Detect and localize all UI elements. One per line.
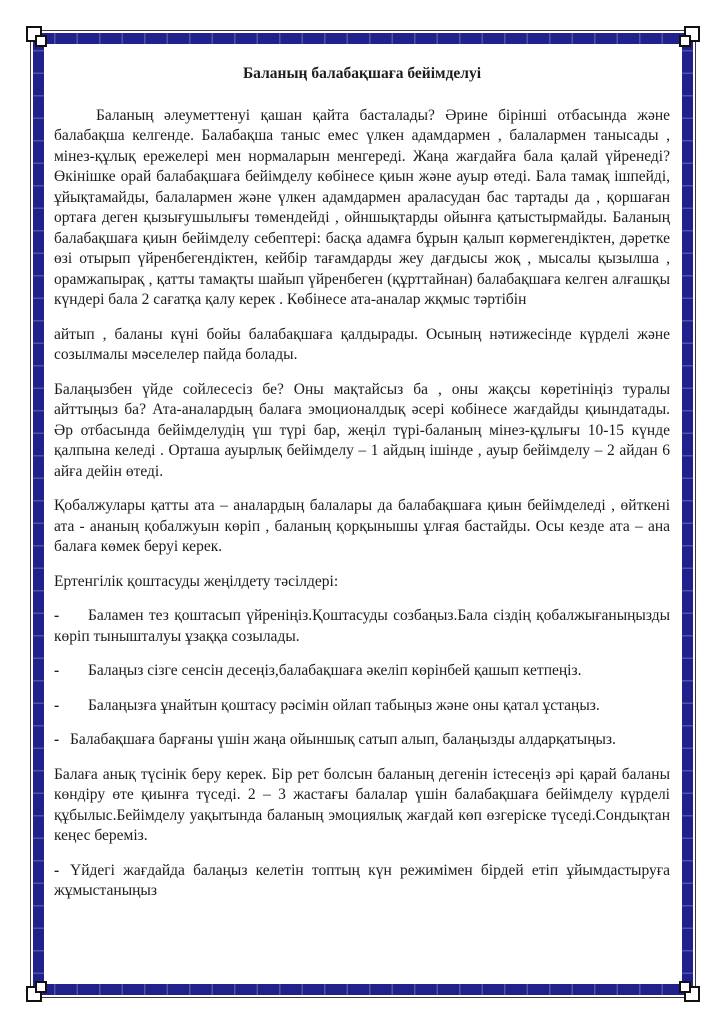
corner-ornament-bottom-right [674,976,700,1002]
paragraph-intro: Баланың әлеуметтенуі қашан қайта басталады? Әрине бірінші отбасында және балабақша келгенде. Балабақша таныс емес үлкен адамдармен , балалармен танысады , мінез-құлық ережелері мен нормаларын менгереді. Жаңа жағдайға бала қалай үйренеді? Өкінішке орай балабақшаға бейімделу көбінесе қиын және ауыр өтеді. Бала тамақ ішпейді, ұйықтамайды, балалармен және үлкен адамдармен араласудан бас тартады да , қоршаған ортаға деген қызығушылығы төмендейді , ойншықтарды ойынға қатыстырмайды. Баланың балабақшаға қиын бейімделу себептері: басқа адамға бұрын қалып көрмегендіктен, дәретке өзі отырып үйренбегендіктен, кейбір тағамдарды жеу дағдысы жоқ , мысалы қызылша , орамжапырақ , қатты тамақты шайып үйренбеген (құрттайнан) балабақшаға келген алғашқы күндері бала 2 сағатқа қалу керек . Көбінесе ата-аналар жқмыс тәртібін [54,106,670,308]
border-band-right [682,33,693,995]
paragraph: айтып , баланы күні бойы балабақшаға қалдырады. Осының нәтижесінде күрделі және созылмалы мәселелер пайда болады. [54,325,670,363]
border-band-top [33,33,693,44]
document-title: Баланың балабақшаға бейімделуі [242,65,482,82]
bullet-item [54,606,670,647]
corner-ornament-bottom-left [26,976,52,1002]
corner-square-icon [35,35,47,47]
bullet-text: Үйдегі жағдайда балаңыз келетін топтың күн режимімен бірдей етіп ұйымдастыруға жұмыстаныңыз [54,861,670,899]
bullet-item [54,861,670,902]
bullet-item [54,661,670,682]
bullet-dash: - [54,696,60,714]
corner-square-icon [35,981,47,993]
paragraph: Балаңызбен үйде сойлесесіз бе? Оны мақтайсыз ба , оны жақсы көретініңіз туралы айттыңыз ба? Ата-аналардың балаға эмоционалдық әсері кобінесе жағдайды қиындатады. Әр отбасында бейімделудің үш түрі бар, жеңіл түрі-баланың мінез-құлығы 10-15 күнде қалпына келеді . Орташа ауырлық бейімделу – 1 айдың ішінде , ауыр бейімделу – 2 айдан 6 айға дейін өтеді. [54,380,670,480]
document-content [54,64,670,916]
bullet-dash: - [54,731,60,748]
corner-square-icon [679,35,691,47]
bullet-text: Балабақшаға барғаны үшін жаңа ойыншық сатып алып, балаңызды алдарқатыңыз. [70,731,616,748]
bullet-dash: - [54,861,60,879]
bullet-dash: - [54,607,60,624]
bullet-text: Балаңыз сізге сенсін десеңіз,балабақшаға әкеліп көрінбей қашып кетпеңіз. [88,662,582,679]
corner-square-icon [679,981,691,993]
corner-ornament-top-left [26,26,52,52]
border-band-left [33,33,44,995]
paragraph: Қобалжулары қатты ата – аналардың балалары да балабақшаға қиын бейімделеді , өйткені ата - ананың қобалжуын көріп , баланың қорқынышы ұлғая бастайды. Осы кезде ата – ана балаға көмек беруі керек. [54,497,670,555]
corner-ornament-top-right [674,26,700,52]
bullet-item [54,696,670,717]
paragraph-section-heading: Ертенгілік қоштасуды жеңілдету тәсілдері: [54,572,339,590]
paragraph: Балаға анық түсінік беру керек. Бір рет болсын баланың дегенін істесеңіз әрі қарай баланы көндіру өте қиынға түседі. 2 – 3 жастағы балалар үшін балабақшаға бейімделу күрделі құбылыс.Бейімделу уақытында баланың эмоциялық жағдай көп өзгеріске түседі.Сондықтан кеңес береміз. [54,765,670,844]
border-band-bottom [33,984,693,995]
bullet-text: Балаңызға ұнайтын қоштасу рәсімін ойлап табыңыз және оны қатал ұстаңыз. [88,696,600,714]
bullet-dash: - [54,662,60,679]
bullet-text: Баламен тез қоштасып үйреніңіз.Қоштасуды созбаңыз.Бала сіздің қобалжығаныңызды көріп тынышталуы ұзаққа созылады. [54,607,670,645]
bullet-item [54,730,670,751]
